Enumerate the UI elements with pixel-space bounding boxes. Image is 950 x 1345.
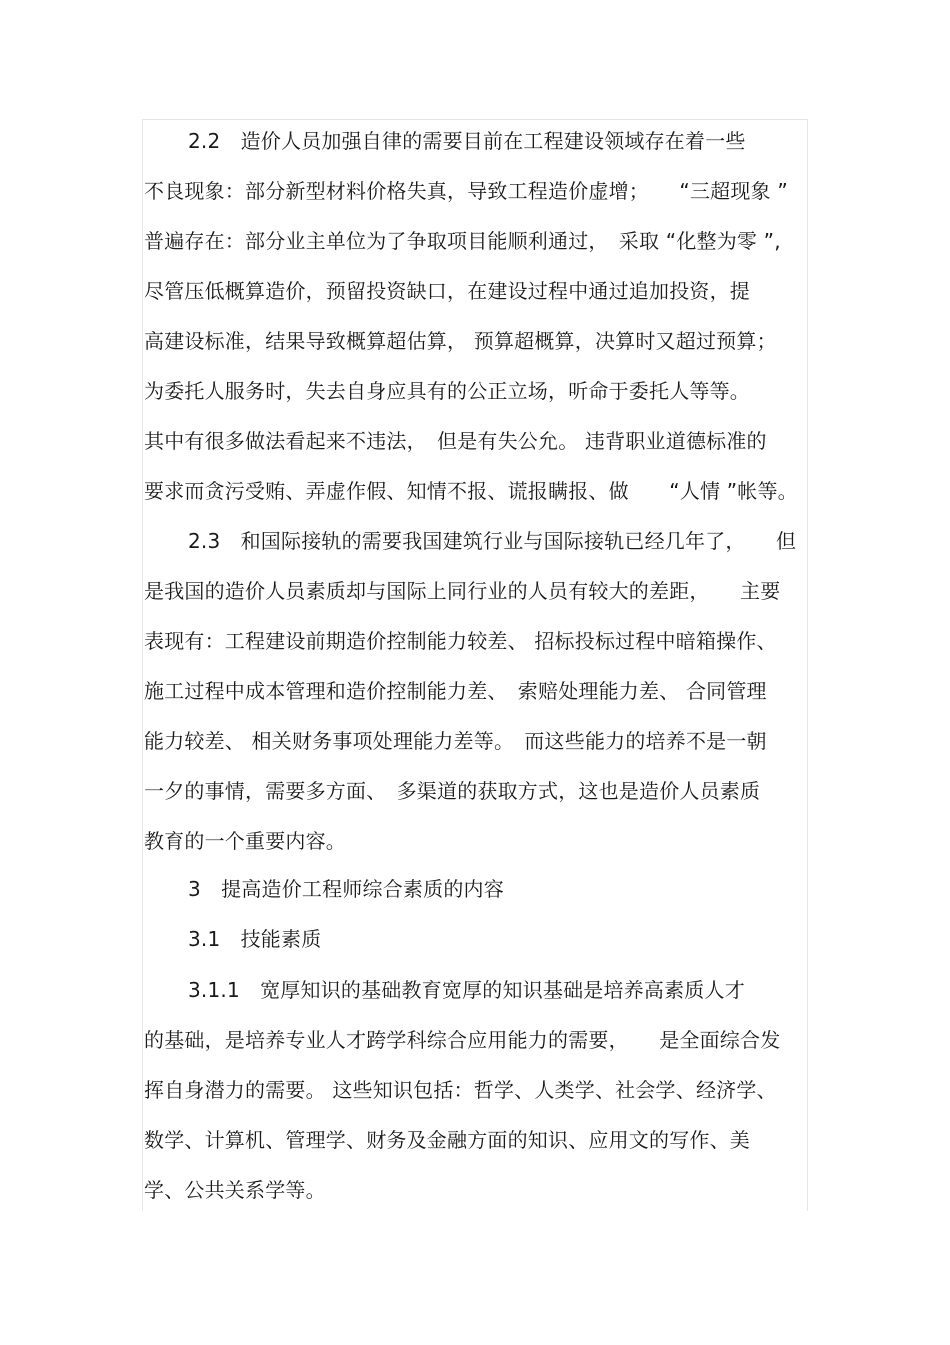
section-3-heading: 3 提高造价工程师综合素质的内容 (188, 877, 504, 901)
paragraph-2-2-line-4: 尽管压低概算造价，预留投资缺口，在建设过程中通过追加投资，提 (144, 279, 750, 303)
paragraph-2-2-line-5: 高建设标准，结果导致概算超估算， 预算超概算，决算时又超过预算； (144, 329, 777, 353)
paragraph-2-2-line-1: 2.2 造价人员加强自律的需要目前在工程建设领域存在着一些 (188, 129, 746, 153)
paragraph-2-3-line-4: 施工过程中成本管理和造价控制能力差、 索赔处理能力差、 合同管理 (144, 679, 767, 703)
paragraph-2-3-line-5: 能力较差、 相关财务事项处理能力差等。 而这些能力的培养不是一朝 (144, 729, 767, 753)
paragraph-2-3-line-7: 教育的一个重要内容。 (144, 829, 346, 853)
paragraph-2-3-line-6: 一夕的事情，需要多方面、 多渠道的获取方式，这也是造价人员素质 (144, 779, 761, 803)
paragraph-2-2-line-6: 为委托人服务时，失去自身应具有的公正立场，听命于委托人等等。 (144, 379, 750, 403)
paragraph-3-1-1-line-3: 挥自身潜力的需要。 这些知识包括：哲学、人类学、社会学、经济学、 (144, 1078, 777, 1102)
paragraph-2-2-line-3: 普遍存在：部分业主单位为了争取项目能顺利通过， 采取 “化整为零 ”, (144, 229, 781, 253)
paragraph-3-1-1-line-2: 的基础，是培养专业人才跨学科综合应用能力的需要， 是全面综合发 (144, 1028, 781, 1052)
paragraph-3-1-1-line-1: 3.1.1 宽厚知识的基础教育宽厚的知识基础是培养高素质人才 (188, 978, 745, 1002)
paragraph-2-2-line-7: 其中有很多做法看起来不违法， 但是有失公允。 违背职业道德标准的 (144, 429, 767, 453)
section-3-1-heading: 3.1 技能素质 (188, 927, 322, 951)
paragraph-2-2-line-2: 不良现象：部分新型材料价格失真，导致工程造价虚增； “三超现象 ” (144, 179, 788, 203)
paragraph-2-3-line-2: 是我国的造价人员素质却与国际上同行业的人员有较大的差距， 主要 (144, 579, 781, 603)
paragraph-3-1-1-line-4: 数学、计算机、管理学、财务及金融方面的知识、应用文的写作、美 (144, 1128, 750, 1152)
paragraph-2-3-line-1: 2.3 和国际接轨的需要我国建筑行业与国际接轨已经几年了， 但 (188, 529, 797, 553)
paragraph-2-2-line-8: 要求而贪污受贿、弄虚作假、知情不报、谎报瞒报、做 “人情 ”帐等。 (144, 479, 798, 503)
paragraph-2-3-line-3: 表现有：工程建设前期造价控制能力较差、 招标投标过程中暗箱操作、 (144, 629, 777, 653)
paragraph-3-1-1-line-5: 学、公共关系学等。 (144, 1178, 326, 1202)
